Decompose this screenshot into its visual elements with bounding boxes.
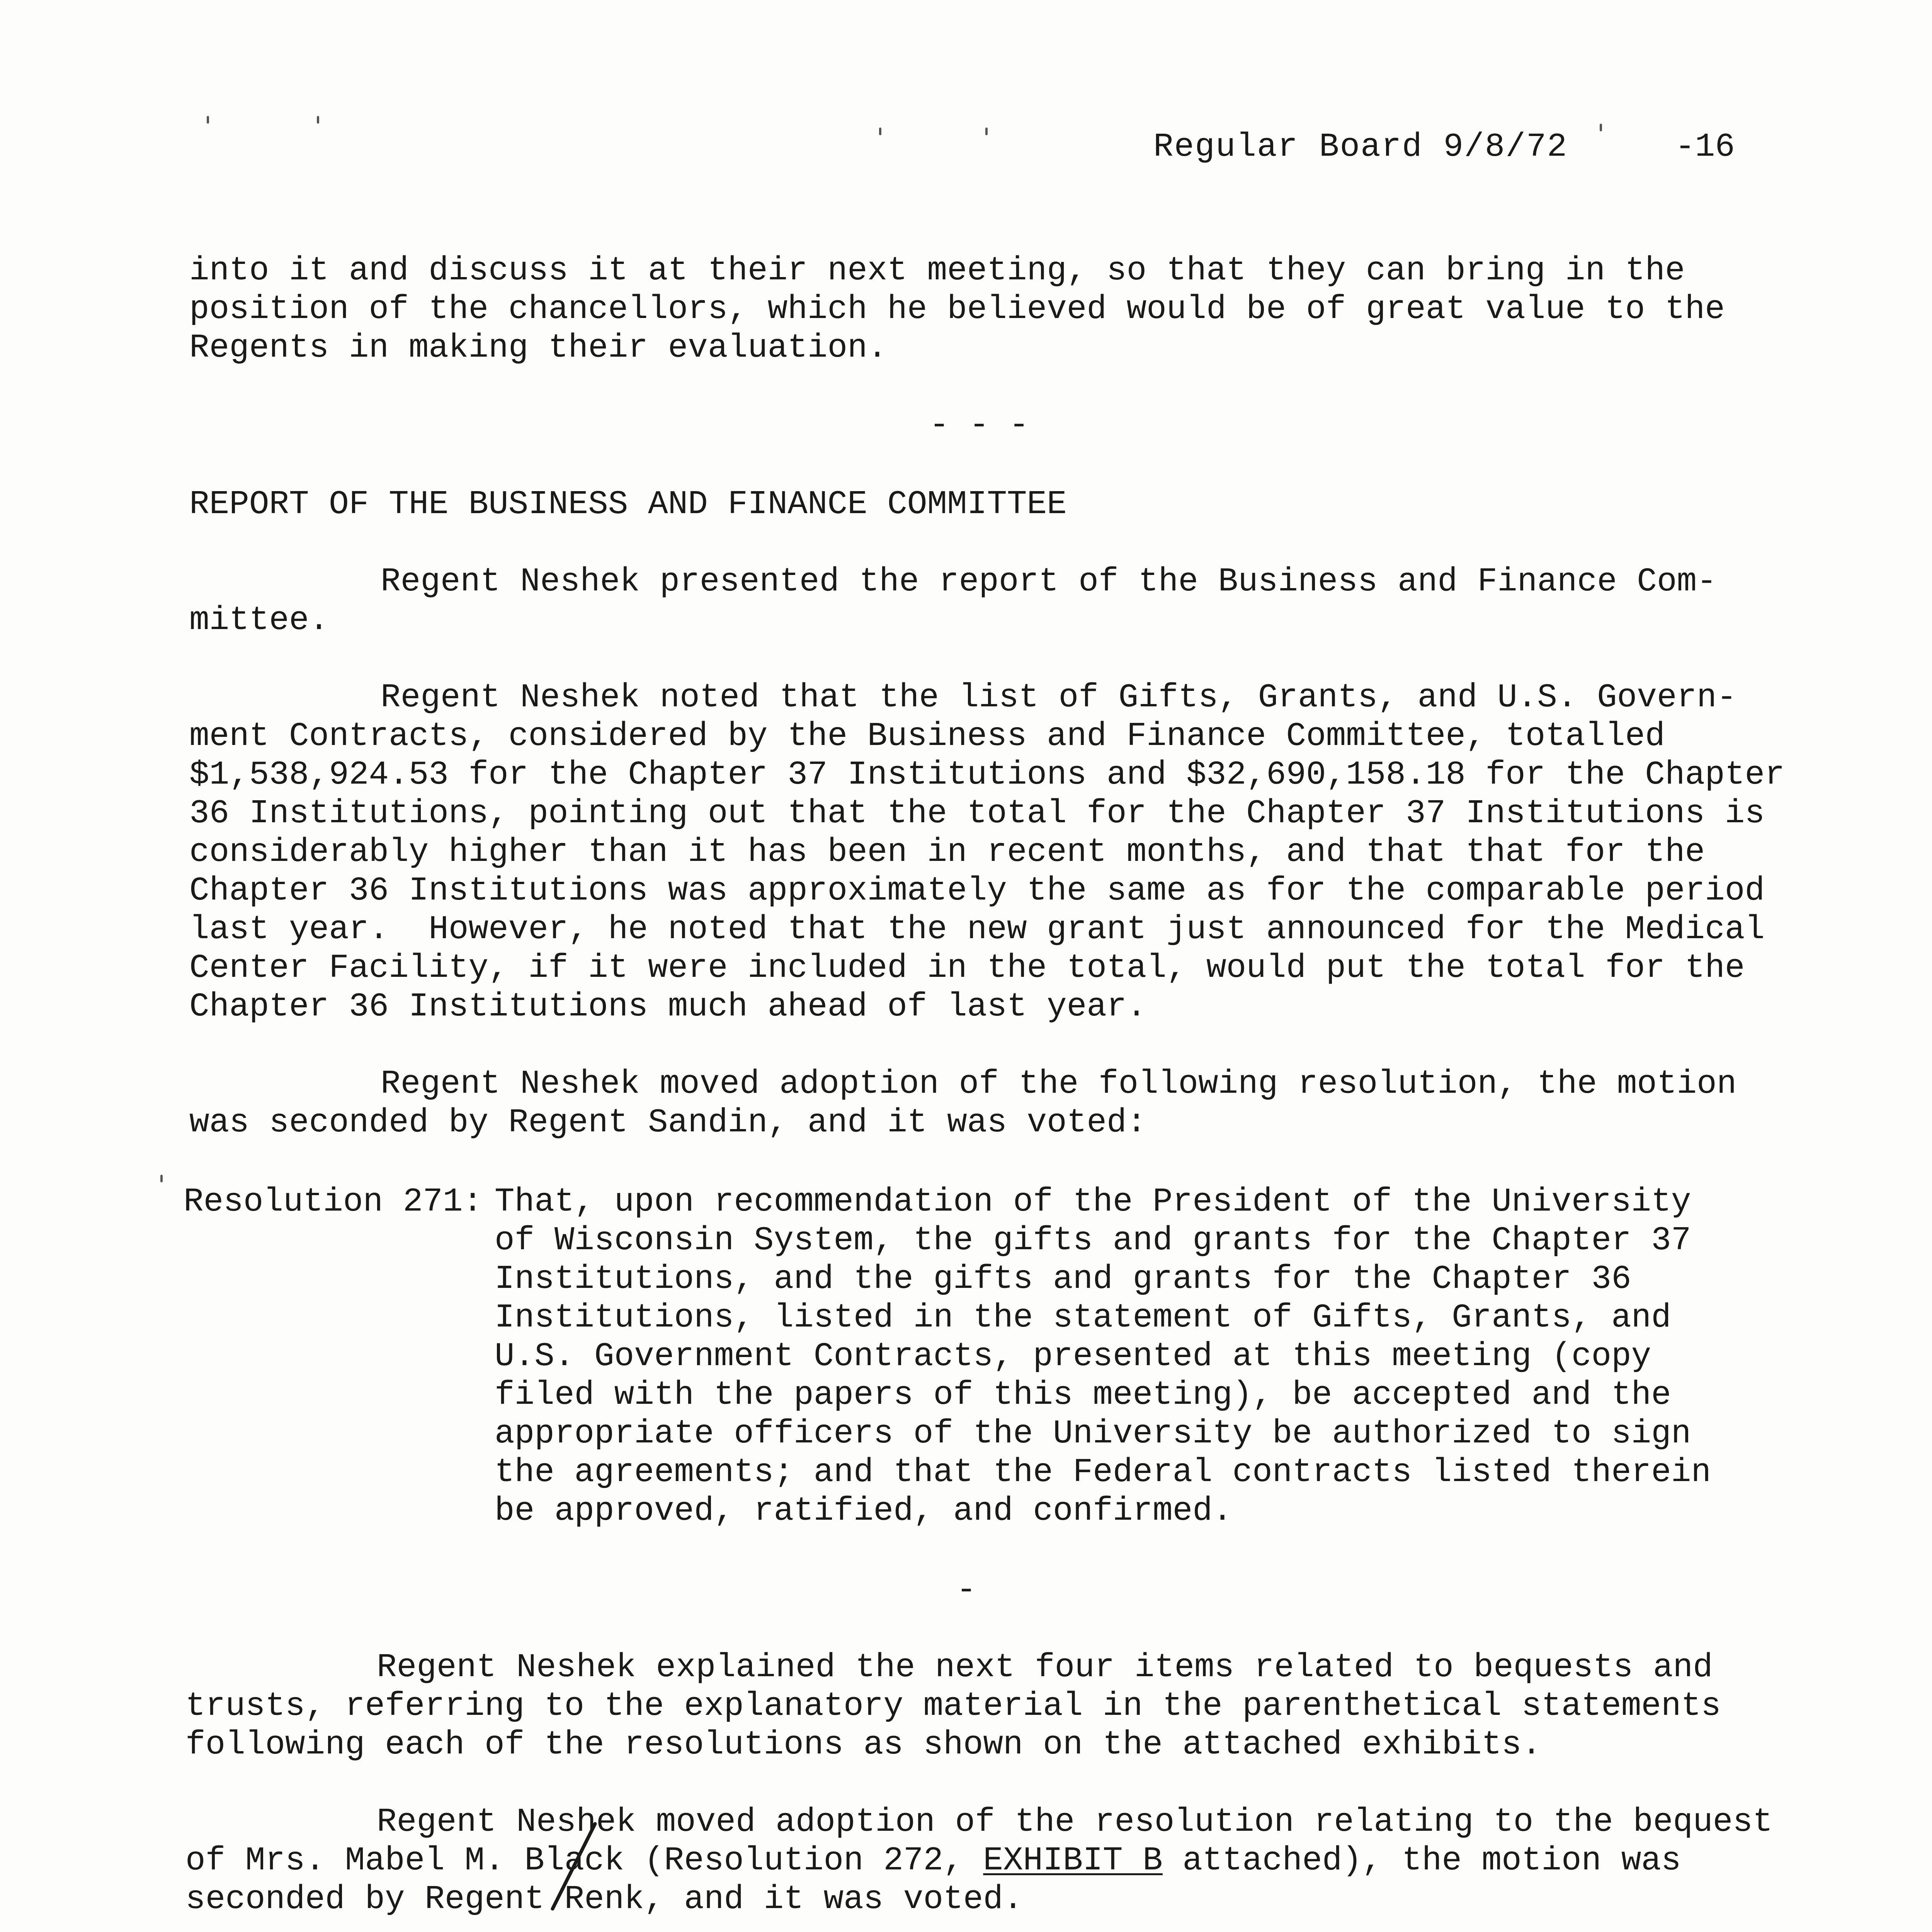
para-4-line-3: following each of the resolutions as shown on the attached exhibits. bbox=[185, 1726, 1542, 1764]
scan-speck bbox=[879, 128, 881, 135]
para-2-line-2: ment Contracts, considered by the Business and Finance Committee, totalled bbox=[189, 717, 1665, 755]
intro-line-1: into it and discuss it at their next meeting, so that they can bring in the bbox=[189, 252, 1685, 289]
para-2-line-3: $1,538,924.53 for the Chapter 37 Institutions and $32,690,158.18 for the Chapter bbox=[189, 756, 1785, 794]
running-header: Regular Board 9/8/72 bbox=[1153, 128, 1568, 166]
separator-2: - bbox=[956, 1571, 976, 1609]
para-1-line-1: Regent Neshek presented the report of the Business and Finance Com- bbox=[381, 563, 1717, 600]
scan-speck bbox=[317, 116, 319, 124]
header-page-number: -16 bbox=[1675, 128, 1735, 166]
scan-speck bbox=[160, 1175, 163, 1182]
para-5-line-1: Regent Neshek moved adoption of the resolution relating to the bequest bbox=[377, 1803, 1773, 1841]
para-2-line-7: last year. However, he noted that the new grant just announced for the Medical bbox=[189, 910, 1765, 948]
para-5-line-2-pre: of Mrs. Mabel M. Black (Resolution 272, bbox=[185, 1842, 983, 1879]
scan-speck bbox=[207, 116, 209, 124]
para-4-line-1: Regent Neshek explained the next four items related to bequests and bbox=[377, 1648, 1713, 1686]
para-5-line-2-post: attached), the motion was bbox=[1162, 1842, 1681, 1879]
scan-speck bbox=[985, 128, 988, 135]
resolution-line-5: U.S. Government Contracts, presented at this meeting (copy bbox=[495, 1337, 1651, 1375]
resolution-line-4: Institutions, listed in the statement of Gifts, Grants, and bbox=[495, 1299, 1671, 1337]
section-heading: REPORT OF THE BUSINESS AND FINANCE COMMITTEE bbox=[189, 485, 1067, 523]
resolution-line-7: appropriate officers of the University be authorized to sign bbox=[495, 1415, 1691, 1452]
handwritten-slash-mark bbox=[537, 1816, 614, 1917]
para-2-line-6: Chapter 36 Institutions was approximately the same as for the comparable period bbox=[189, 872, 1765, 910]
intro-line-3: Regents in making their evaluation. bbox=[189, 329, 888, 367]
para-5-line-2 bbox=[185, 1841, 1681, 1880]
resolution-line-6: filed with the papers of this meeting), be accepted and the bbox=[495, 1376, 1671, 1414]
para-4-line-2: trusts, referring to the explanatory material in the parenthetical statements bbox=[185, 1687, 1721, 1725]
para-3-line-2: was seconded by Regent Sandin, and it was voted: bbox=[189, 1104, 1147, 1141]
resolution-line-9: be approved, ratified, and confirmed. bbox=[495, 1492, 1233, 1530]
resolution-line-1: That, upon recommendation of the President of the University bbox=[495, 1183, 1691, 1221]
resolution-label: Resolution 271: bbox=[184, 1183, 483, 1221]
para-5-line-3: seconded by Regent Renk, and it was voted. bbox=[185, 1880, 1023, 1918]
resolution-line-2: of Wisconsin System, the gifts and grants for the Chapter 37 bbox=[495, 1221, 1691, 1259]
para-2-line-4: 36 Institutions, pointing out that the total for the Chapter 37 Institutions is bbox=[189, 794, 1765, 832]
para-2-line-1: Regent Neshek noted that the list of Gifts, Grants, and U.S. Govern- bbox=[381, 679, 1737, 716]
para-3-line-1: Regent Neshek moved adoption of the following resolution, the motion bbox=[381, 1065, 1737, 1103]
scan-speck bbox=[1600, 124, 1602, 131]
para-2-line-5: considerably higher than it has been in recent months, and that that for the bbox=[189, 833, 1705, 871]
section-separator: - - - bbox=[929, 406, 1029, 444]
resolution-line-8: the agreements; and that the Federal contracts listed therein bbox=[495, 1453, 1711, 1491]
resolution-line-3: Institutions, and the gifts and grants for the Chapter 36 bbox=[495, 1260, 1631, 1298]
para-2-line-9: Chapter 36 Institutions much ahead of last year. bbox=[189, 988, 1147, 1026]
para-2-line-8: Center Facility, if it were included in the total, would put the total for the bbox=[189, 949, 1745, 987]
intro-line-2: position of the chancellors, which he believed would be of great value to the bbox=[189, 290, 1725, 328]
para-1-line-2: mittee. bbox=[189, 601, 329, 639]
exhibit-b-reference: EXHIBIT B bbox=[983, 1842, 1163, 1879]
